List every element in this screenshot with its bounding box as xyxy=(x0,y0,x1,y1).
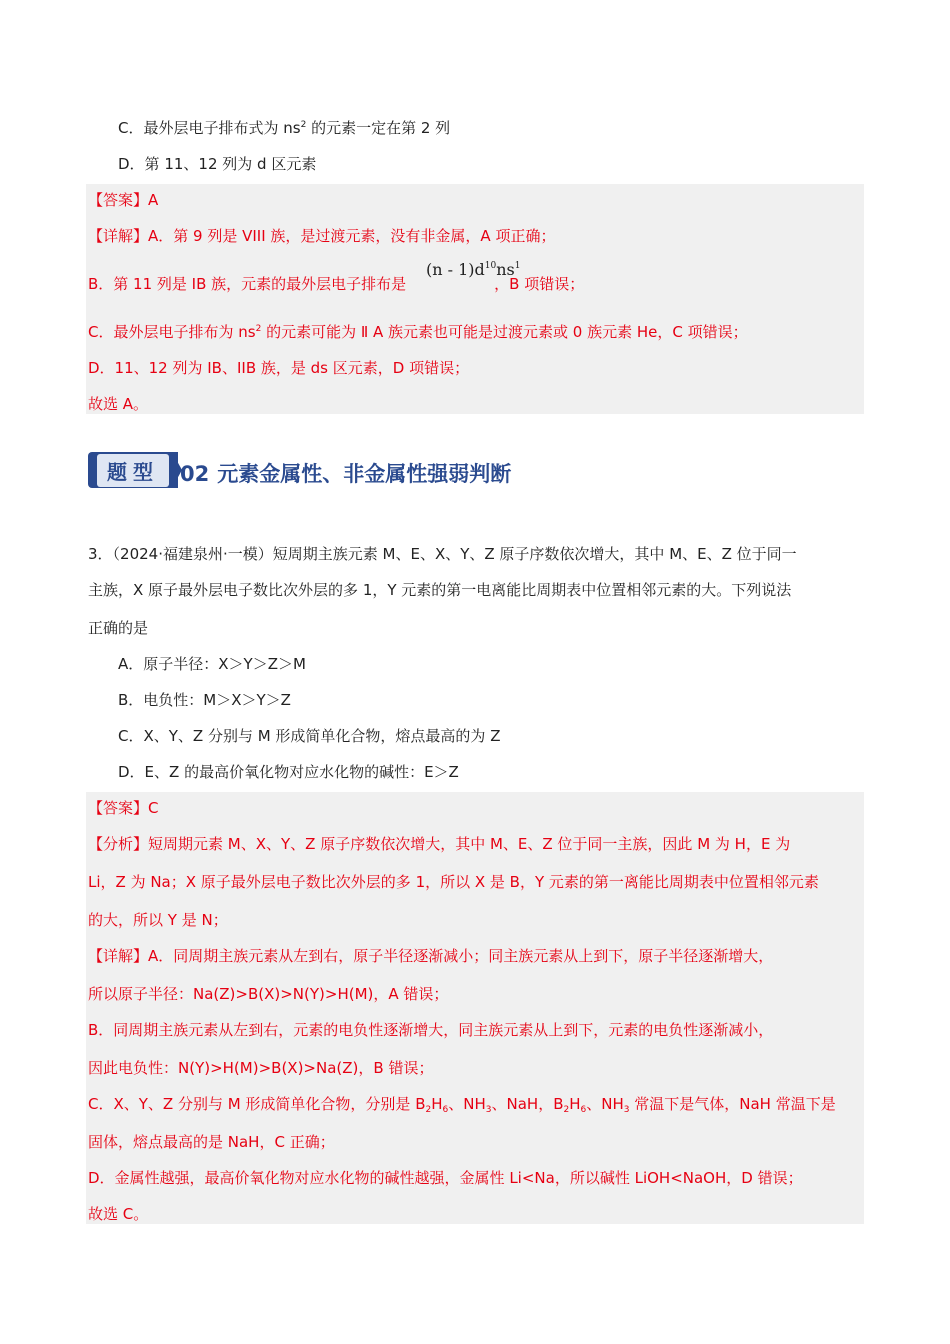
detail-b: B．第 11 列是 IB 族，元素的最外层电子排布是 ，B 项错误； xyxy=(88,275,585,293)
q3-stem-3: 正确的是 xyxy=(88,619,149,637)
q3-option-b: B．电负性：M＞X＞Y＞Z xyxy=(118,691,291,709)
detail-d: D．11、12 列为 IB、IIB 族，是 ds 区元素，D 项错误； xyxy=(88,359,470,377)
q3-detail-c1: C．X、Y、Z 分别与 M 形成简单化合物，分别是 $B_2H_6$、$NH_3$、NaH，$B_2H_6$、$NH_3$ 常温下是气体，NaH 常温下是 xyxy=(88,1095,836,1115)
answer-box-q2 xyxy=(86,184,864,414)
q3-analysis-2: Li，Z 为 Na；X 原子最外层电子数比次外层的多 1，所以 X 是 B，Y 元素的第一离能比周期表中位置相邻元素 xyxy=(88,873,819,891)
detail-c: C．最外层电子排布为 $ns^2$ 的元素可能为 Ⅱ A 族元素也可能是过渡元素或 0 族元素 He，C 项错误； xyxy=(88,323,748,341)
q3-detail-c2: 固体，熔点最高的是 NaH，C 正确； xyxy=(88,1133,335,1151)
q3-detail-a2: 所以原子半径：Na(Z)>B(X)>N(Y)>H(M)，A 错误； xyxy=(88,985,449,1003)
electron-config-formula: $(n - 1)d^{10}ns^1$ xyxy=(426,260,521,279)
option-d: D．第 11、12 列为 d 区元素 xyxy=(118,155,317,173)
q3-stem-1: 3．（2024·福建泉州·一模）短周期主族元素 M、E、X、Y、Z 原子序数依次增大，其中 M、E、Z 位于同一 xyxy=(88,545,797,563)
answer-box-q3 xyxy=(86,792,864,1224)
q3-analysis-3: 的大，所以 Y 是 N； xyxy=(88,911,228,929)
conclusion: 故选 A。 xyxy=(88,395,149,413)
q3-detail-b1: B．同周期主族元素从左到右，元素的电负性逐渐增大，同主族元素从上到下，元素的电负性逐渐减小， xyxy=(88,1021,774,1039)
detail-a: 【详解】A．第 9 列是 VIII 族，是过渡元素，没有非金属，A 项正确； xyxy=(88,227,556,245)
q3-detail-a1: 【详解】A．同周期主族元素从左到右，原子半径逐渐减小；同主族元素从上到下，原子半径逐渐增大， xyxy=(88,947,774,965)
answer-label: 【答案】A xyxy=(88,191,159,209)
option-c: C．最外层电子排布式为 $ns^2$ 的元素一定在第 2 列 xyxy=(118,119,451,137)
q3-option-c: C．X、Y、Z 分别与 M 形成简单化合物，熔点最高的为 Z xyxy=(118,727,501,745)
q3-stem-2: 主族，X 原子最外层电子数比次外层的多 1，Y 元素的第一电离能比周期表中位置相邻元素的大。下列说法 xyxy=(88,581,792,599)
section-badge: 题型 xyxy=(88,452,178,488)
q3-detail-d: D．金属性越强，最高价氧化物对应水化物的碱性越强，金属性 Li<Na，所以碱性 LiOH<NaOH，D 错误； xyxy=(88,1169,803,1187)
q3-conclusion: 故选 C。 xyxy=(88,1205,149,1223)
section-title: 02 元素金属性、非金属性强弱判断 xyxy=(180,462,512,486)
q3-detail-b2: 因此电负性：N(Y)>H(M)>B(X)>Na(Z)，B 错误； xyxy=(88,1059,434,1077)
q3-analysis-1: 【分析】短周期元素 M、X、Y、Z 原子序数依次增大，其中 M、E、Z 位于同一主族，因此 M 为 H，E 为 xyxy=(88,835,791,853)
q3-option-d: D．E、Z 的最高价氧化物对应水化物的碱性：E＞Z xyxy=(118,763,459,781)
q3-option-a: A．原子半径：X＞Y＞Z＞M xyxy=(118,655,306,673)
q3-answer-label: 【答案】C xyxy=(88,799,159,817)
